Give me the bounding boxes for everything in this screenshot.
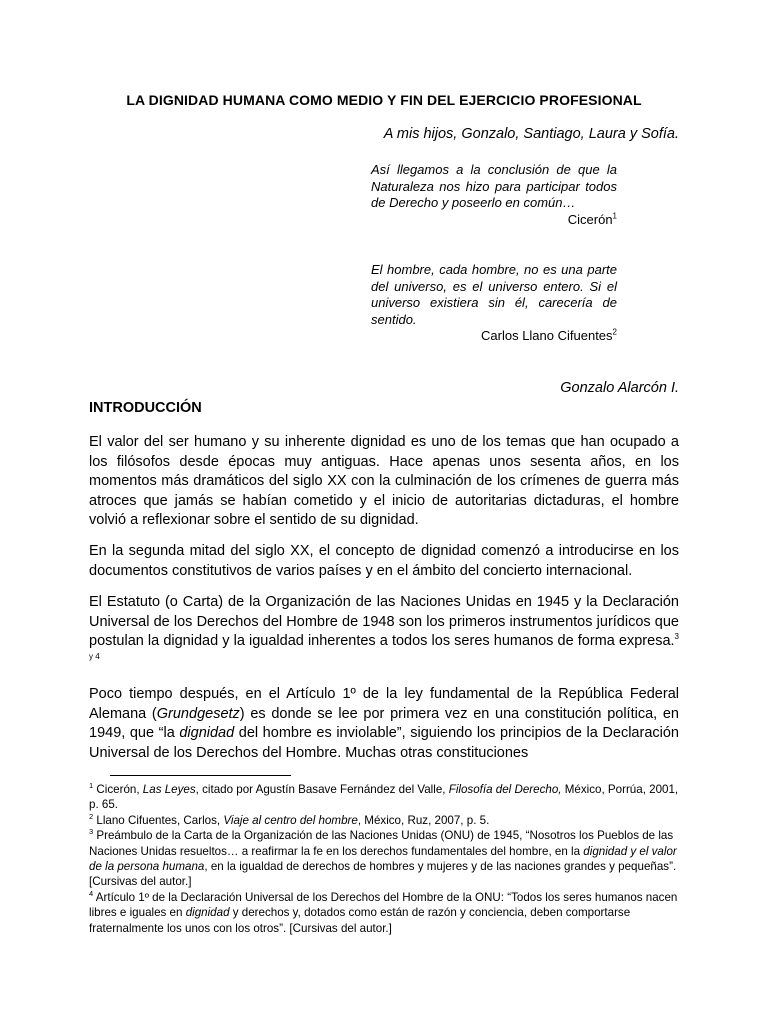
footnote-text: Cicerón, [93,783,143,796]
footnote-ref: 3 y 4 [89,632,679,661]
footnote-text: , citado por Agustín Basave Fernández del Valle, [195,783,449,796]
footnote-1 [89,782,679,813]
footnote-text: , en la igualdad de derechos de hombres y mujeres y de las naciones grandes y pequeñas”. [Cursivas del autor.] [89,860,677,889]
epigraph-author: Carlos Llano Cifuentes [481,328,613,344]
paragraph [89,593,679,671]
footnote-2 [89,813,679,828]
footnote-title: Viaje al centro del hombre [223,813,358,827]
footnote-text: Llano Cifuentes, Carlos, [93,813,224,827]
footnote-separator [110,775,291,776]
footnote-text: México, Porrúa, 2001, p. 65. [89,783,679,812]
footnote-italic: dignidad y el valor de la persona humana [89,844,677,874]
document-title: LA DIGNIDAD HUMANA COMO MEDIO Y FIN DEL EJERCICIO PROFESIONAL [126,92,642,108]
footnote-number: 2 [89,811,94,821]
footnote-text: Artículo 1º de la Declaración Universal de los Derechos del Hombre de la ONU: “Todos los seres humanos nacen libres e iguales en [89,890,678,920]
footnote-ref: 1 [612,211,617,221]
paragraph: En la segunda mitad del siglo XX, el concepto de dignidad comenzó a introducirse en los documentos constitutivos de varios países y en el ámbito del concierto internacional. [89,543,679,579]
epigraph-llano [371,262,617,345]
author-name: Gonzalo Alarcón I. [560,380,679,396]
epigraph-attribution [371,212,617,229]
epigraph-attribution [371,328,617,345]
footnote-number: 3 [89,827,94,837]
paragraph-text: del hombre es inviolable”, siguiendo los principios de la Declaración Universal de los Derechos del Hombre. Muchas otras constituciones [89,725,679,761]
epigraph-author: Cicerón [567,211,613,227]
paragraph [89,685,679,763]
epigraph-cicero [371,162,617,228]
footnote-title: Filosofía del Derecho, [448,783,562,796]
epigraph-quote: El hombre, cada hombre, no es una parte del universo, es el universo entero. Si el universo existiera sin él, carecería de sentido. [371,262,617,327]
italic-term: Grundgesetz [156,705,240,722]
paragraph-text: Poco tiempo después, en el Artículo 1º de la ley fundamental de la República Federal Alemana ( [89,686,679,722]
footnote-number: 1 [89,781,94,791]
footnote-text: y derechos y, dotados como están de razón y conciencia, deben comportarse fraternalmente los unos con los otros”. [Cursivas del autor.] [89,906,631,935]
footnote-italic: dignidad [185,906,230,920]
footnote-title: Las Leyes [142,783,196,796]
epigraph-quote: Así llegamos a la conclusión de que la Naturaleza nos hizo para participar todos de Derecho y poseerlo en común… [371,162,617,211]
footnote-text: , México, Ruz, 2007, p. 5. [357,813,490,827]
dedication: A mis hijos, Gonzalo, Santiago, Laura y Sofía. [383,126,679,142]
section-heading: INTRODUCCIÓN [89,400,202,416]
footnote-number: 4 [89,888,94,898]
footnote-3 [89,828,679,890]
footnote-text: Preámbulo de la Carta de la Organización de las Naciones Unidas (ONU) de 1945, “Nosotros los Pueblos de las Naciones Unidas resueltos… a reafirmar la fe en los derechos fundamentales del hombre, en la [89,829,674,858]
footnote-ref: 2 [612,328,617,338]
paragraph: El valor del ser humano y su inherente dignidad es uno de los temas que han ocupado a los filósofos desde épocas muy antiguas. Hace apenas unos sesenta años, en los momentos más dramáticos del siglo XX con la culminación de los crímenes de guerra más atroces que jamás se habían cometido y el inicio de autoritarias dictaduras, el hombre volvió a reflexionar sobre el sentido de su dignidad. [89,434,679,529]
paragraph-text: ) es donde se lee por primera vez en una constitución política, en 1949, que “la [89,705,679,742]
footnotes [89,782,679,936]
italic-term: dignidad [179,725,235,742]
paragraph-text: El Estatuto (o Carta) de la Organización de las Naciones Unidas en 1945 y la Declaración Universal de los Derechos del Hombre de 1948 son los primeros instrumentos jurídicos que postulan la dignidad y la igualdad inherentes a todos los seres humanos de forma expresa. [89,594,679,650]
footnote-4 [89,890,679,936]
